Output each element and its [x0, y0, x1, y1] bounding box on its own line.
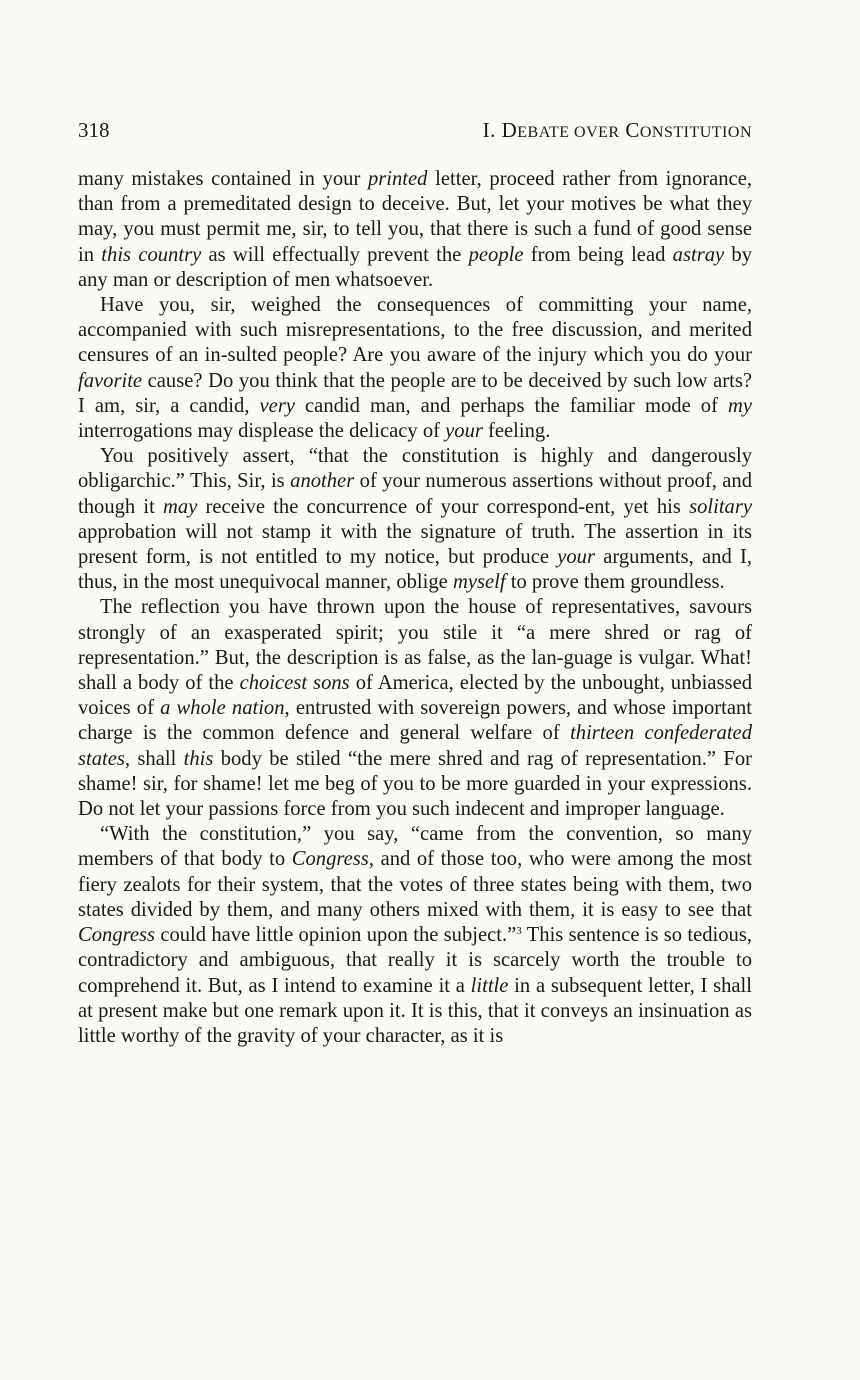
italic-run: a whole nation	[160, 697, 285, 720]
paragraph	[78, 595, 752, 822]
paragraph	[78, 822, 752, 1049]
italic-run: myself	[452, 571, 506, 594]
text-run: of America, elected by the unbought, unbiassed voices of	[78, 672, 753, 720]
text-run: could have little opinion upon the subject.”	[155, 924, 517, 947]
text-run: approbation will not stamp it with the signature of truth. The assertion in its present form, is not entitled to my notice, but produce	[78, 520, 752, 569]
paragraph	[78, 293, 752, 444]
text-run: , and of those too, who were among the most fiery zealots for their system, that the votes of three states being with them, two states divided by them, and many others mixed with them, it is easy to see that	[78, 848, 752, 921]
text-run: by any man or description of men whatsoever.	[78, 243, 752, 291]
body-text	[78, 167, 752, 1049]
text-run: cause? Do you think that the people are to be deceived by such low arts? I am, sir, a candid,	[78, 369, 752, 417]
italic-run: little	[470, 974, 509, 997]
text-run: in a subsequent letter, I shall at present make but one remark upon it. It is this, that it conveys an insinuation as little worthy of the gravity of your character, as it is	[78, 974, 752, 1047]
text-run: candid man, and perhaps the familiar mode of	[294, 394, 728, 417]
italic-run: this country	[101, 243, 202, 266]
italic-run: very	[259, 394, 295, 417]
text-run: This sentence is so tedious, contradictory and ambiguous, that really it is scarcely worth the trouble to comprehend it. But, as I intend to examine it a	[78, 924, 752, 997]
italic-run: people	[468, 243, 524, 266]
text-run: body be stiled “the mere shred and rag of representation.” For shame! sir, for shame! let me beg of you to be more guarded in your expressions. Do not let your passions force from you such indecent and improper language.	[78, 747, 752, 821]
italic-run: Congress	[78, 924, 156, 947]
italic-run: this	[183, 747, 214, 770]
text-run: You positively assert, “that the constitution is highly and dangerously obligarchic.” This, Sir, is	[78, 445, 752, 493]
book-page	[78, 118, 752, 1049]
italic-run: my	[728, 394, 753, 417]
italic-run: your	[445, 420, 483, 443]
text-run: interrogations may displease the delicacy of	[78, 420, 446, 443]
italic-run: solitary	[689, 495, 753, 518]
paragraph	[78, 444, 752, 595]
footnote-ref: 3	[516, 925, 522, 938]
text-run: “With the constitution,” you say, “came from the convention, so many members of that body to	[78, 823, 752, 871]
text-run: , entrusted with sovereign powers, and whose important charge is the common defence and general welfare of	[78, 697, 753, 745]
italic-run: astray	[672, 243, 725, 266]
italic-run: may	[163, 495, 198, 518]
text-run: receive the concurrence of your correspond-ent, yet his	[197, 495, 690, 518]
text-run: many mistakes contained in your	[78, 168, 368, 190]
text-run: letter, proceed rather from ignorance, than from a premeditated design to deceive. But, let your motives be what they may, you must permit me, sir, to tell you, that there is such a fund of good sense in	[78, 168, 752, 266]
text-run: The reflection you have thrown upon the house of representatives, savours strongly of an exasperated spirit; you stile it “a mere shred or rag of representation.” But, the description is as false, as the lan-guage is vulgar. What! shall a body of the	[78, 596, 752, 695]
text-run: to prove them groundless.	[505, 571, 725, 594]
text-run: as will effectually prevent the	[201, 243, 469, 266]
text-run: arguments, and I, thus, in the most unequivocal manner, oblige	[78, 546, 753, 594]
running-header	[78, 118, 752, 148]
italic-run: another	[290, 470, 355, 493]
italic-run: favorite	[78, 369, 143, 392]
italic-run: thirteen confederated states	[78, 722, 752, 770]
italic-run: Congress	[291, 848, 369, 871]
paragraph	[78, 167, 752, 293]
italic-run: choicest sons	[239, 672, 350, 695]
text-run: Have you, sir, weighed the consequences of committing your name, accompanied with such misrepresentations, to the free discussion, and merited censures of an in-sulted people? Are you aware of the injury which you do your	[78, 294, 752, 367]
text-run: of your numerous assertions without proof, and though it	[78, 470, 753, 518]
running-title: I. DEBATE OVER CONSTITUTION	[482, 118, 752, 142]
text-run: feeling.	[482, 420, 551, 443]
italic-run: your	[557, 546, 595, 569]
italic-run: printed	[367, 168, 428, 190]
text-run: from being lead	[523, 243, 673, 266]
page-number: 318	[78, 118, 110, 142]
text-run: , shall	[124, 747, 184, 770]
